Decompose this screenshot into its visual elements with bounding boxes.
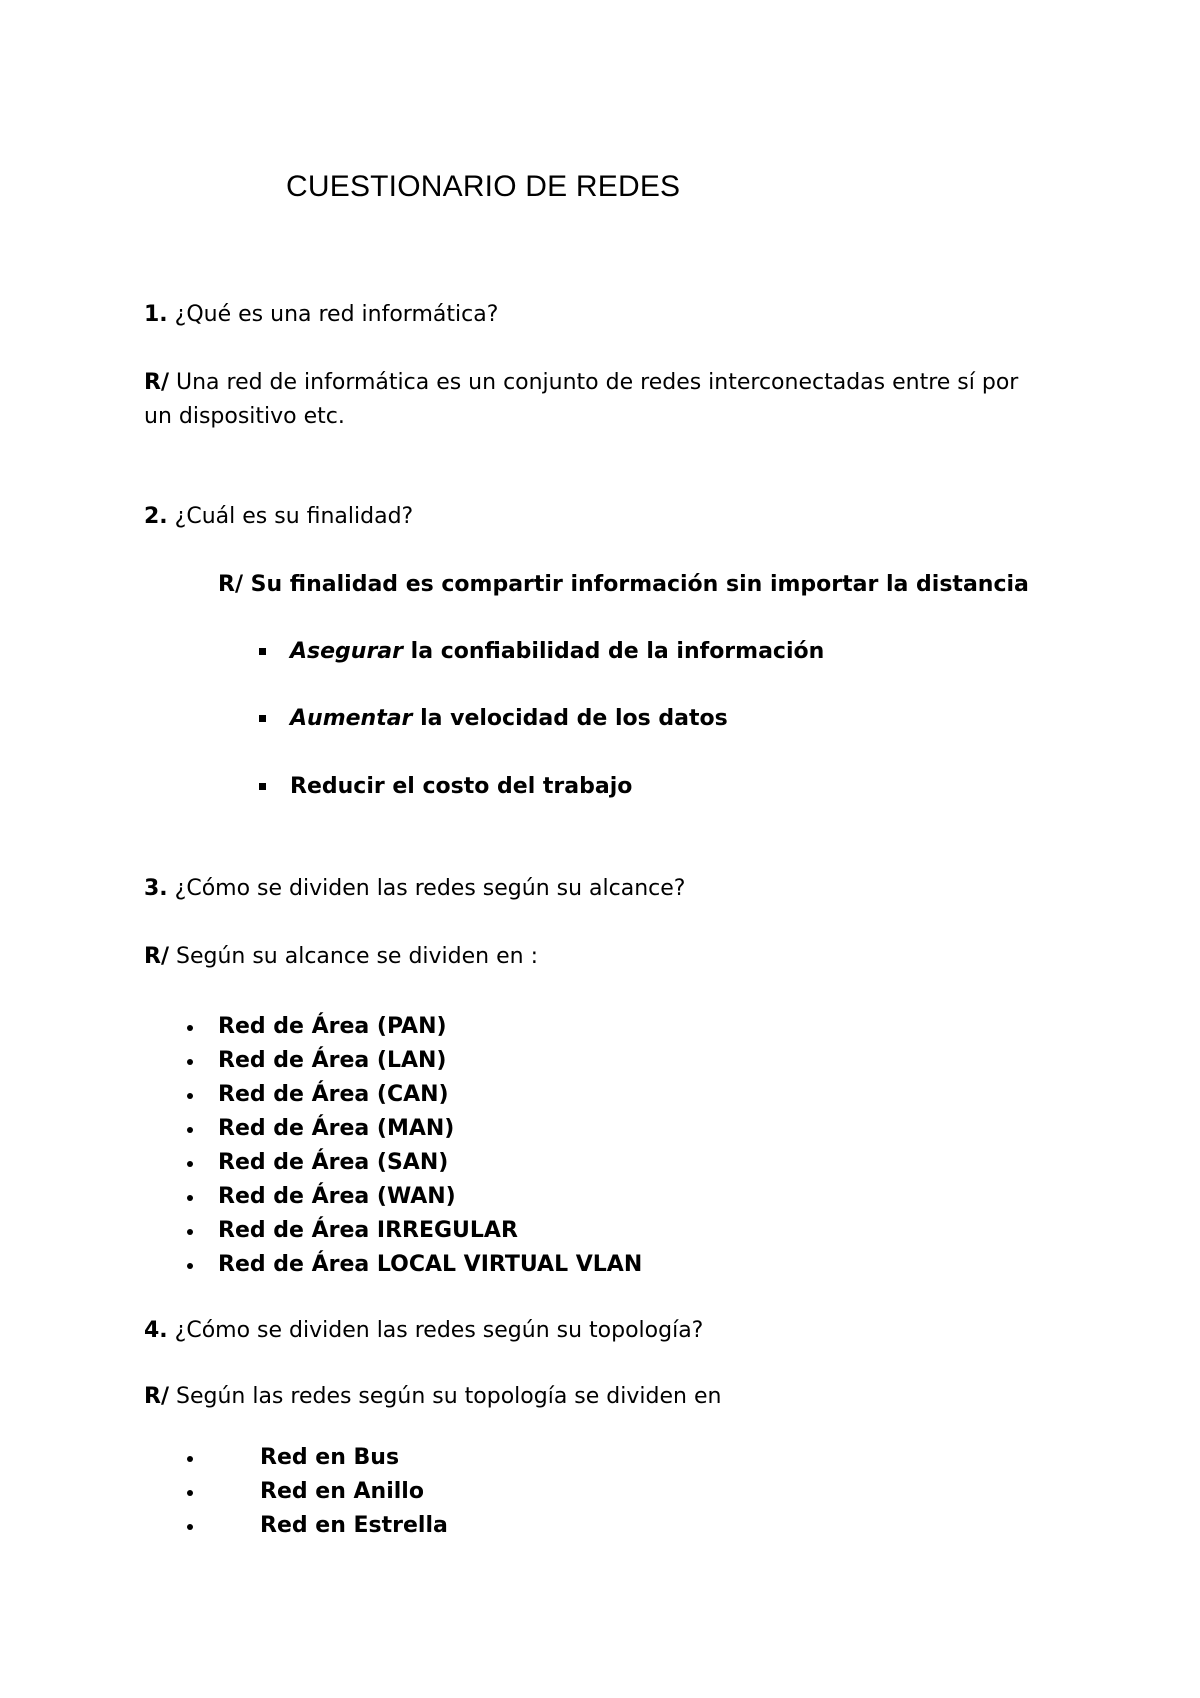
answer-4 — [144, 1380, 721, 1414]
purpose-item-text: la velocidad de los datos — [412, 706, 728, 731]
answer-1-text-1: Una red de informática es un conjunto de redes interconectadas entre sí por — [175, 370, 1019, 395]
answer-3-text: Según su alcance se dividen en : — [175, 944, 538, 969]
question-2-text: ¿Cuál es su finalidad? — [174, 504, 414, 529]
answer-3-prefix: R/ — [144, 944, 169, 969]
answer-4-text: Según las redes según su topología se dividen en — [175, 1384, 722, 1409]
square-bullet-icon — [259, 648, 266, 655]
round-bullet-icon — [187, 1127, 193, 1133]
answer-3 — [144, 940, 538, 974]
question-3-text: ¿Cómo se dividen las redes según su alcance? — [174, 876, 686, 901]
question-4 — [144, 1314, 703, 1348]
answer-2: R/ Su finalidad es compartir información sin importar la distancia — [218, 572, 1029, 597]
round-bullet-icon — [187, 1093, 193, 1099]
answer-1-prefix: R/ — [144, 370, 169, 395]
question-2 — [144, 500, 413, 534]
purpose-item — [290, 770, 632, 804]
question-1-text: ¿Qué es una red informática? — [174, 302, 499, 327]
document-title: CUESTIONARIO DE REDES — [286, 170, 681, 203]
topology-item: Red en Estrella — [260, 1513, 448, 1538]
scope-item: Red de Área (WAN) — [218, 1184, 456, 1209]
round-bullet-icon — [187, 1059, 193, 1065]
question-4-text: ¿Cómo se dividen las redes según su topología? — [174, 1318, 704, 1343]
question-1 — [144, 298, 498, 332]
purpose-item-text: la confiabilidad de la información — [403, 639, 825, 664]
scope-item: Red de Área (PAN) — [218, 1014, 447, 1039]
scope-item: Red de Área (CAN) — [218, 1082, 449, 1107]
round-bullet-icon — [187, 1195, 193, 1201]
round-bullet-icon — [187, 1456, 193, 1462]
purpose-item — [290, 702, 728, 736]
scope-item: Red de Área (MAN) — [218, 1116, 455, 1141]
scope-item: Red de Área (LAN) — [218, 1048, 447, 1073]
square-bullet-icon — [259, 783, 266, 790]
round-bullet-icon — [187, 1263, 193, 1269]
topology-item: Red en Anillo — [260, 1479, 424, 1504]
question-3-number: 3. — [144, 876, 168, 901]
round-bullet-icon — [187, 1490, 193, 1496]
square-bullet-icon — [259, 715, 266, 722]
answer-4-prefix: R/ — [144, 1384, 169, 1409]
purpose-item-emphasis: Aumentar — [290, 706, 413, 731]
answer-1-line-1 — [144, 366, 1018, 400]
round-bullet-icon — [187, 1025, 193, 1031]
scope-item: Red de Área LOCAL VIRTUAL VLAN — [218, 1252, 643, 1277]
scope-item: Red de Área (SAN) — [218, 1150, 449, 1175]
round-bullet-icon — [187, 1161, 193, 1167]
round-bullet-icon — [187, 1229, 193, 1235]
purpose-item-text: Reducir el costo del trabajo — [290, 774, 633, 799]
topology-item: Red en Bus — [260, 1445, 400, 1470]
purpose-item — [290, 635, 824, 669]
question-1-number: 1. — [144, 302, 168, 327]
scope-item: Red de Área IRREGULAR — [218, 1218, 518, 1243]
question-3 — [144, 872, 685, 906]
purpose-item-emphasis: Asegurar — [290, 639, 403, 664]
answer-1-line-2: un dispositivo etc. — [144, 404, 345, 429]
question-2-number: 2. — [144, 504, 168, 529]
round-bullet-icon — [187, 1524, 193, 1530]
question-4-number: 4. — [144, 1318, 168, 1343]
